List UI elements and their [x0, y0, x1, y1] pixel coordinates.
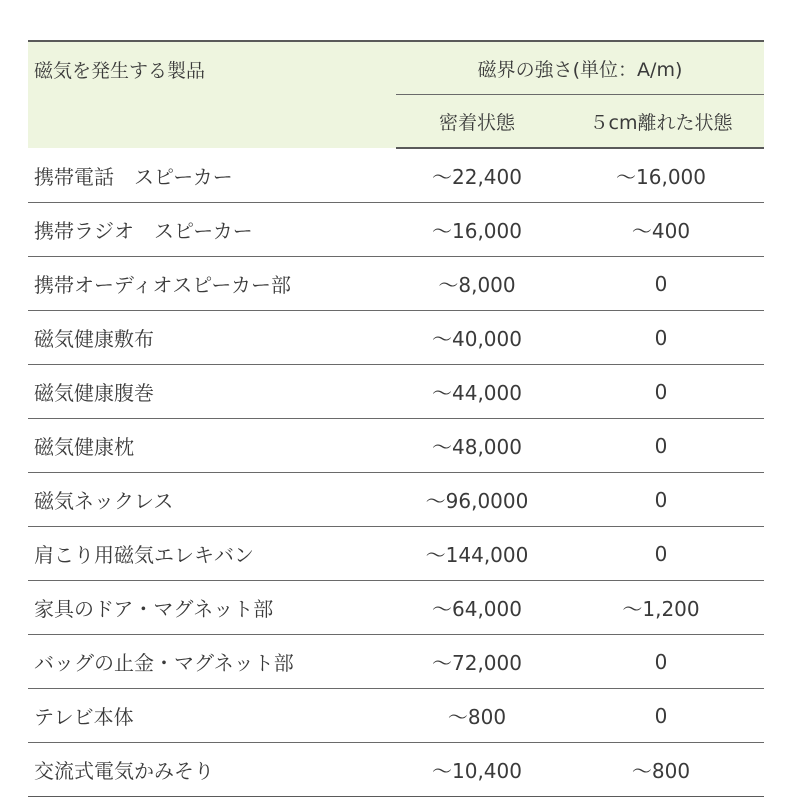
row-distance-value: 0 — [558, 689, 764, 743]
row-product-name: 携帯電話 スピーカー — [28, 148, 396, 203]
header-strength: 磁界の強さ(単位：A/m) — [396, 41, 764, 95]
row-contact-value: ～16,000 — [396, 203, 558, 257]
row-product-name: 磁気健康腹巻 — [28, 365, 396, 419]
row-product-name: 交流式電気かみそり — [28, 743, 396, 797]
magnetic-field-table-container — [28, 40, 764, 797]
row-contact-value: ～800 — [396, 689, 558, 743]
row-distance-value: 0 — [558, 635, 764, 689]
row-contact-value: ～40,000 — [396, 311, 558, 365]
row-distance-value: 0 — [558, 527, 764, 581]
row-contact-value: ～44,000 — [396, 365, 558, 419]
table-row — [28, 311, 764, 365]
row-distance-value: 0 — [558, 365, 764, 419]
table-row — [28, 581, 764, 635]
row-product-name: 携帯オーディオスピーカー部 — [28, 257, 396, 311]
row-contact-value: ～72,000 — [396, 635, 558, 689]
row-distance-value: 0 — [558, 473, 764, 527]
table-row — [28, 473, 764, 527]
row-contact-value: ～10,400 — [396, 743, 558, 797]
row-distance-value: ～1,200 — [558, 581, 764, 635]
row-distance-value: ～16,000 — [558, 148, 764, 203]
row-contact-value: ～48,000 — [396, 419, 558, 473]
row-contact-value: ～96,0000 — [396, 473, 558, 527]
row-product-name: 携帯ラジオ スピーカー — [28, 203, 396, 257]
row-contact-value: ～8,000 — [396, 257, 558, 311]
row-contact-value: ～64,000 — [396, 581, 558, 635]
table-row — [28, 635, 764, 689]
row-distance-value: 0 — [558, 419, 764, 473]
header-distance: ５cm離れた状態 — [558, 95, 764, 149]
row-product-name: 肩こり用磁気エレキバン — [28, 527, 396, 581]
table-body — [28, 148, 764, 797]
table-header — [28, 41, 764, 148]
table-row — [28, 527, 764, 581]
row-product-name: 磁気ネックレス — [28, 473, 396, 527]
row-distance-value: ～800 — [558, 743, 764, 797]
row-distance-value: ～400 — [558, 203, 764, 257]
row-product-name: 磁気健康枕 — [28, 419, 396, 473]
magnetic-field-table — [28, 40, 764, 797]
row-product-name: 磁気健康敷布 — [28, 311, 396, 365]
table-row — [28, 689, 764, 743]
header-row-top — [28, 41, 764, 95]
row-contact-value: ～144,000 — [396, 527, 558, 581]
row-product-name: 家具のドア・マグネット部 — [28, 581, 396, 635]
row-contact-value: ～22,400 — [396, 148, 558, 203]
row-product-name: テレビ本体 — [28, 689, 396, 743]
table-row — [28, 419, 764, 473]
table-row — [28, 257, 764, 311]
table-row — [28, 148, 764, 203]
header-product: 磁気を発生する製品 — [28, 41, 396, 148]
table-row — [28, 203, 764, 257]
table-row — [28, 365, 764, 419]
header-contact: 密着状態 — [396, 95, 558, 149]
row-distance-value: 0 — [558, 257, 764, 311]
table-row — [28, 743, 764, 797]
row-distance-value: 0 — [558, 311, 764, 365]
row-product-name: バッグの止金・マグネット部 — [28, 635, 396, 689]
